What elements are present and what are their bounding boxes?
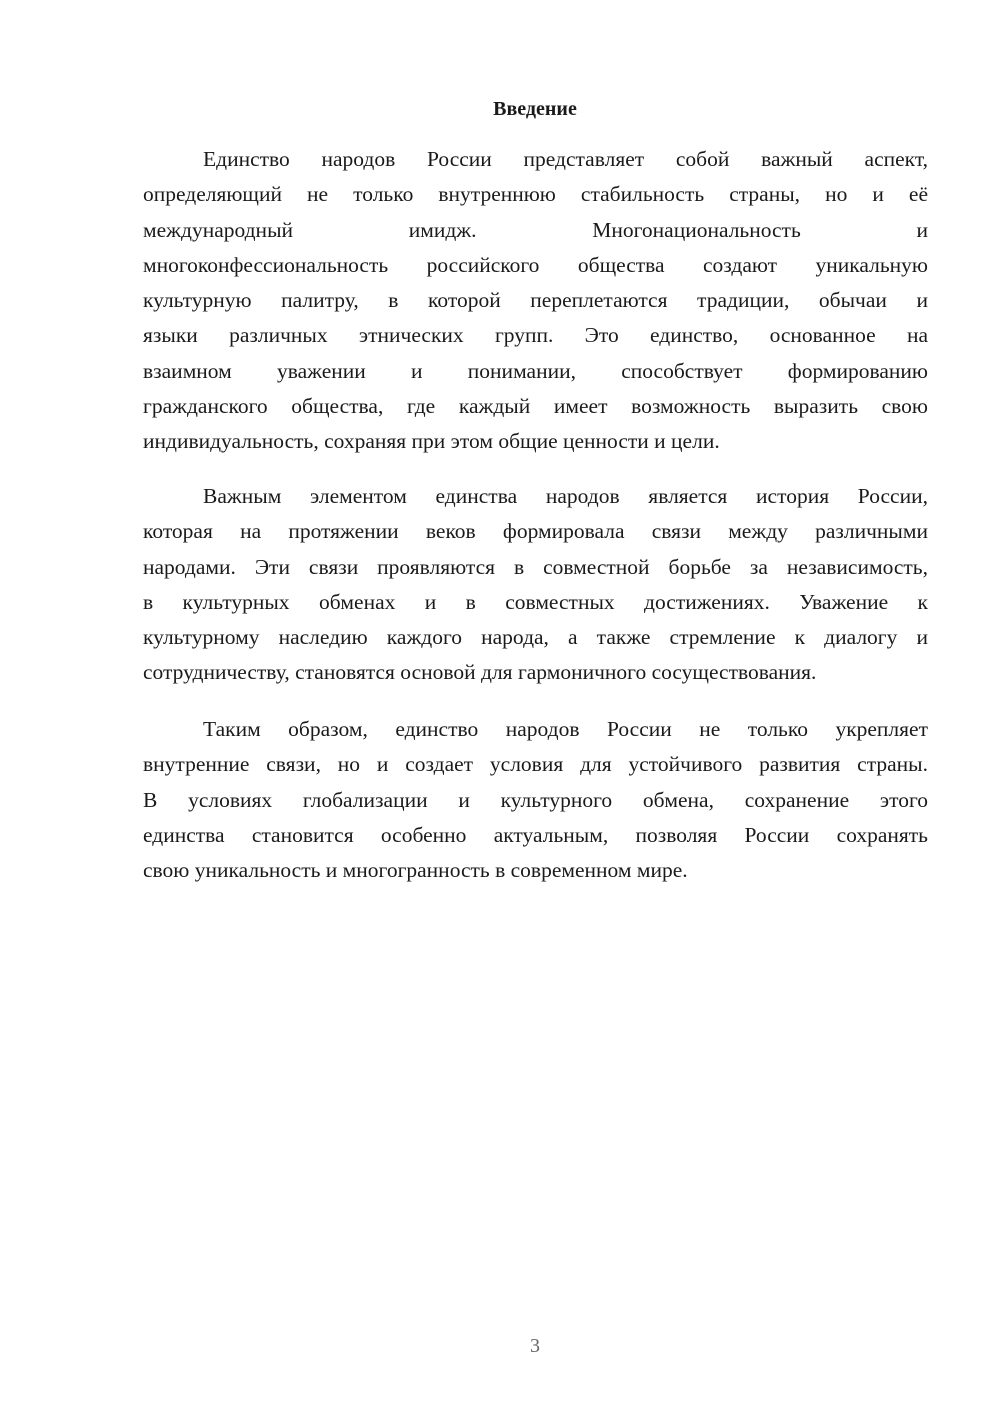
text-line: международный имидж. Многонациональность и xyxy=(143,217,928,242)
text-line: свою уникальность и многогранность в современном мире. xyxy=(143,858,688,883)
text-line: Таким образом, единство народов России не только укрепляет xyxy=(203,717,928,741)
section-title: Введение xyxy=(493,98,577,120)
text-line: культурную палитру, в которой переплетаются традиции, обычаи и xyxy=(143,288,928,313)
text-line: индивидуальность, сохраняя при этом общие ценности и цели. xyxy=(143,429,720,454)
text-line: народами. Эти связи проявляются в совместной борьбе за независимость, xyxy=(143,554,928,579)
text-line: культурному наследию каждого народа, а также стремление к диалогу и xyxy=(143,625,928,650)
text-line: которая на протяжении веков формировала связи между различными xyxy=(143,519,928,544)
text-line: Важным элементом единства народов является история России, xyxy=(203,484,928,508)
paragraph-3 xyxy=(143,712,928,888)
paragraph-1 xyxy=(143,142,928,460)
text-line: определяющий не только внутреннюю стабильность страны, но и её xyxy=(143,182,928,207)
page-number: 3 xyxy=(530,1335,540,1357)
text-line: многоконфессиональность российского общества создают уникальную xyxy=(143,252,928,277)
text-line: В условиях глобализации и культурного обмена, сохранение этого xyxy=(143,787,928,812)
text-line: в культурных обменах и в совместных достижениях. Уважение к xyxy=(143,589,928,614)
paragraph-2 xyxy=(143,479,928,691)
text-line: сотрудничеству, становятся основой для гармоничного сосуществования. xyxy=(143,660,817,685)
text-line: единства становится особенно актуальным, позволяя России сохранять xyxy=(143,822,928,847)
text-line: гражданского общества, где каждый имеет возможность выразить свою xyxy=(143,394,928,419)
text-line: внутренние связи, но и создает условия для устойчивого развития страны. xyxy=(143,752,928,777)
text-line: языки различных этнических групп. Это единство, основанное на xyxy=(143,323,928,348)
text-line: Единство народов России представляет собой важный аспект, xyxy=(203,147,928,171)
text-line: взаимном уважении и понимании, способствует формированию xyxy=(143,358,928,383)
